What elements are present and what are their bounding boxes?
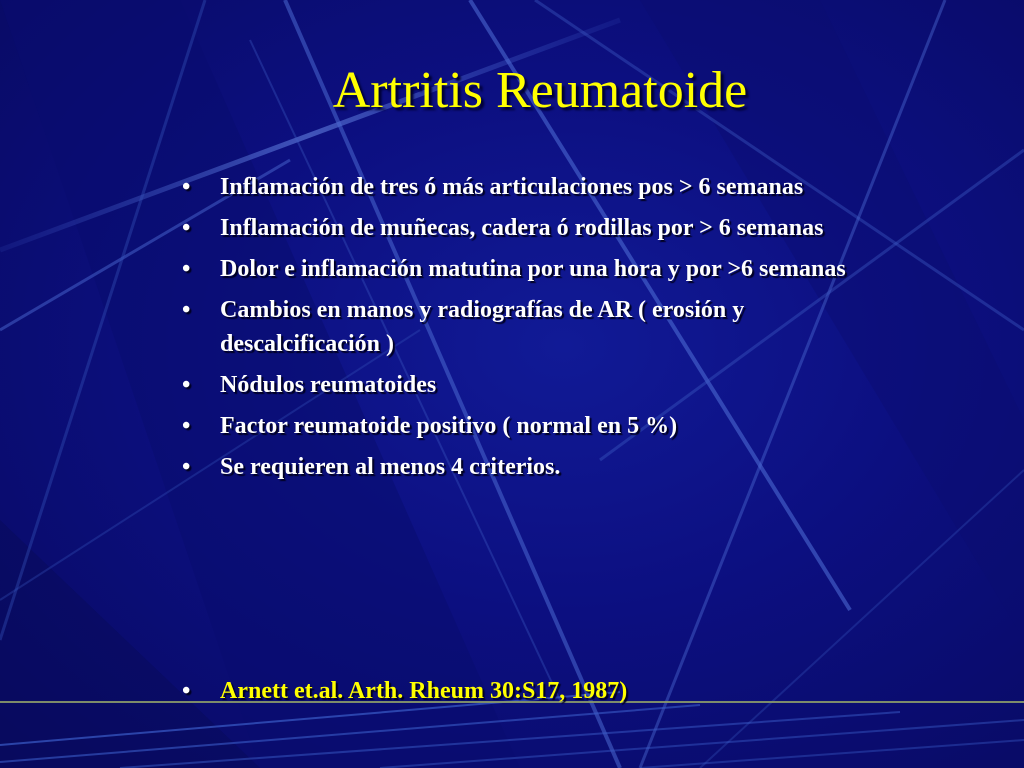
criteria-text: Se requieren al menos 4 criterios. <box>220 454 561 480</box>
slide-title: Artritis Reumatoide <box>332 62 748 119</box>
bullet-icon: • <box>182 297 191 323</box>
bullet-icon: • <box>182 215 191 241</box>
criteria-text: Dolor e inflamación matutina por una hora y por >6 semanas <box>220 256 846 282</box>
criteria-text: Cambios en manos y radiografías de AR ( erosión y descalcificación ) <box>220 297 745 357</box>
bullet-icon: • <box>182 174 191 200</box>
criteria-text: Inflamación de tres ó más articulaciones pos > 6 semanas <box>220 174 804 200</box>
bullet-icon: • <box>182 256 191 282</box>
bullet-icon: • <box>182 678 191 704</box>
reference-item <box>180 674 860 708</box>
bullet-icon: • <box>182 372 191 398</box>
bullet-icon: • <box>182 454 191 480</box>
criteria-list <box>180 170 860 491</box>
reference-text: Arnett et.al. Arth. Rheum 30:S17, 1987) <box>220 678 628 704</box>
list-item <box>180 409 860 443</box>
criteria-text: Inflamación de muñecas, cadera ó rodillas por > 6 semanas <box>220 215 824 241</box>
list-item <box>180 211 860 245</box>
criteria-text: Nódulos reumatoides <box>220 372 437 398</box>
list-item <box>180 252 860 286</box>
list-item <box>180 450 860 484</box>
reference-list <box>180 674 860 708</box>
list-item <box>180 293 860 361</box>
criteria-text: Factor reumatoide positivo ( normal en 5 %) <box>220 413 678 439</box>
bullet-icon: • <box>182 413 191 439</box>
list-item <box>180 368 860 402</box>
list-item <box>180 170 860 204</box>
